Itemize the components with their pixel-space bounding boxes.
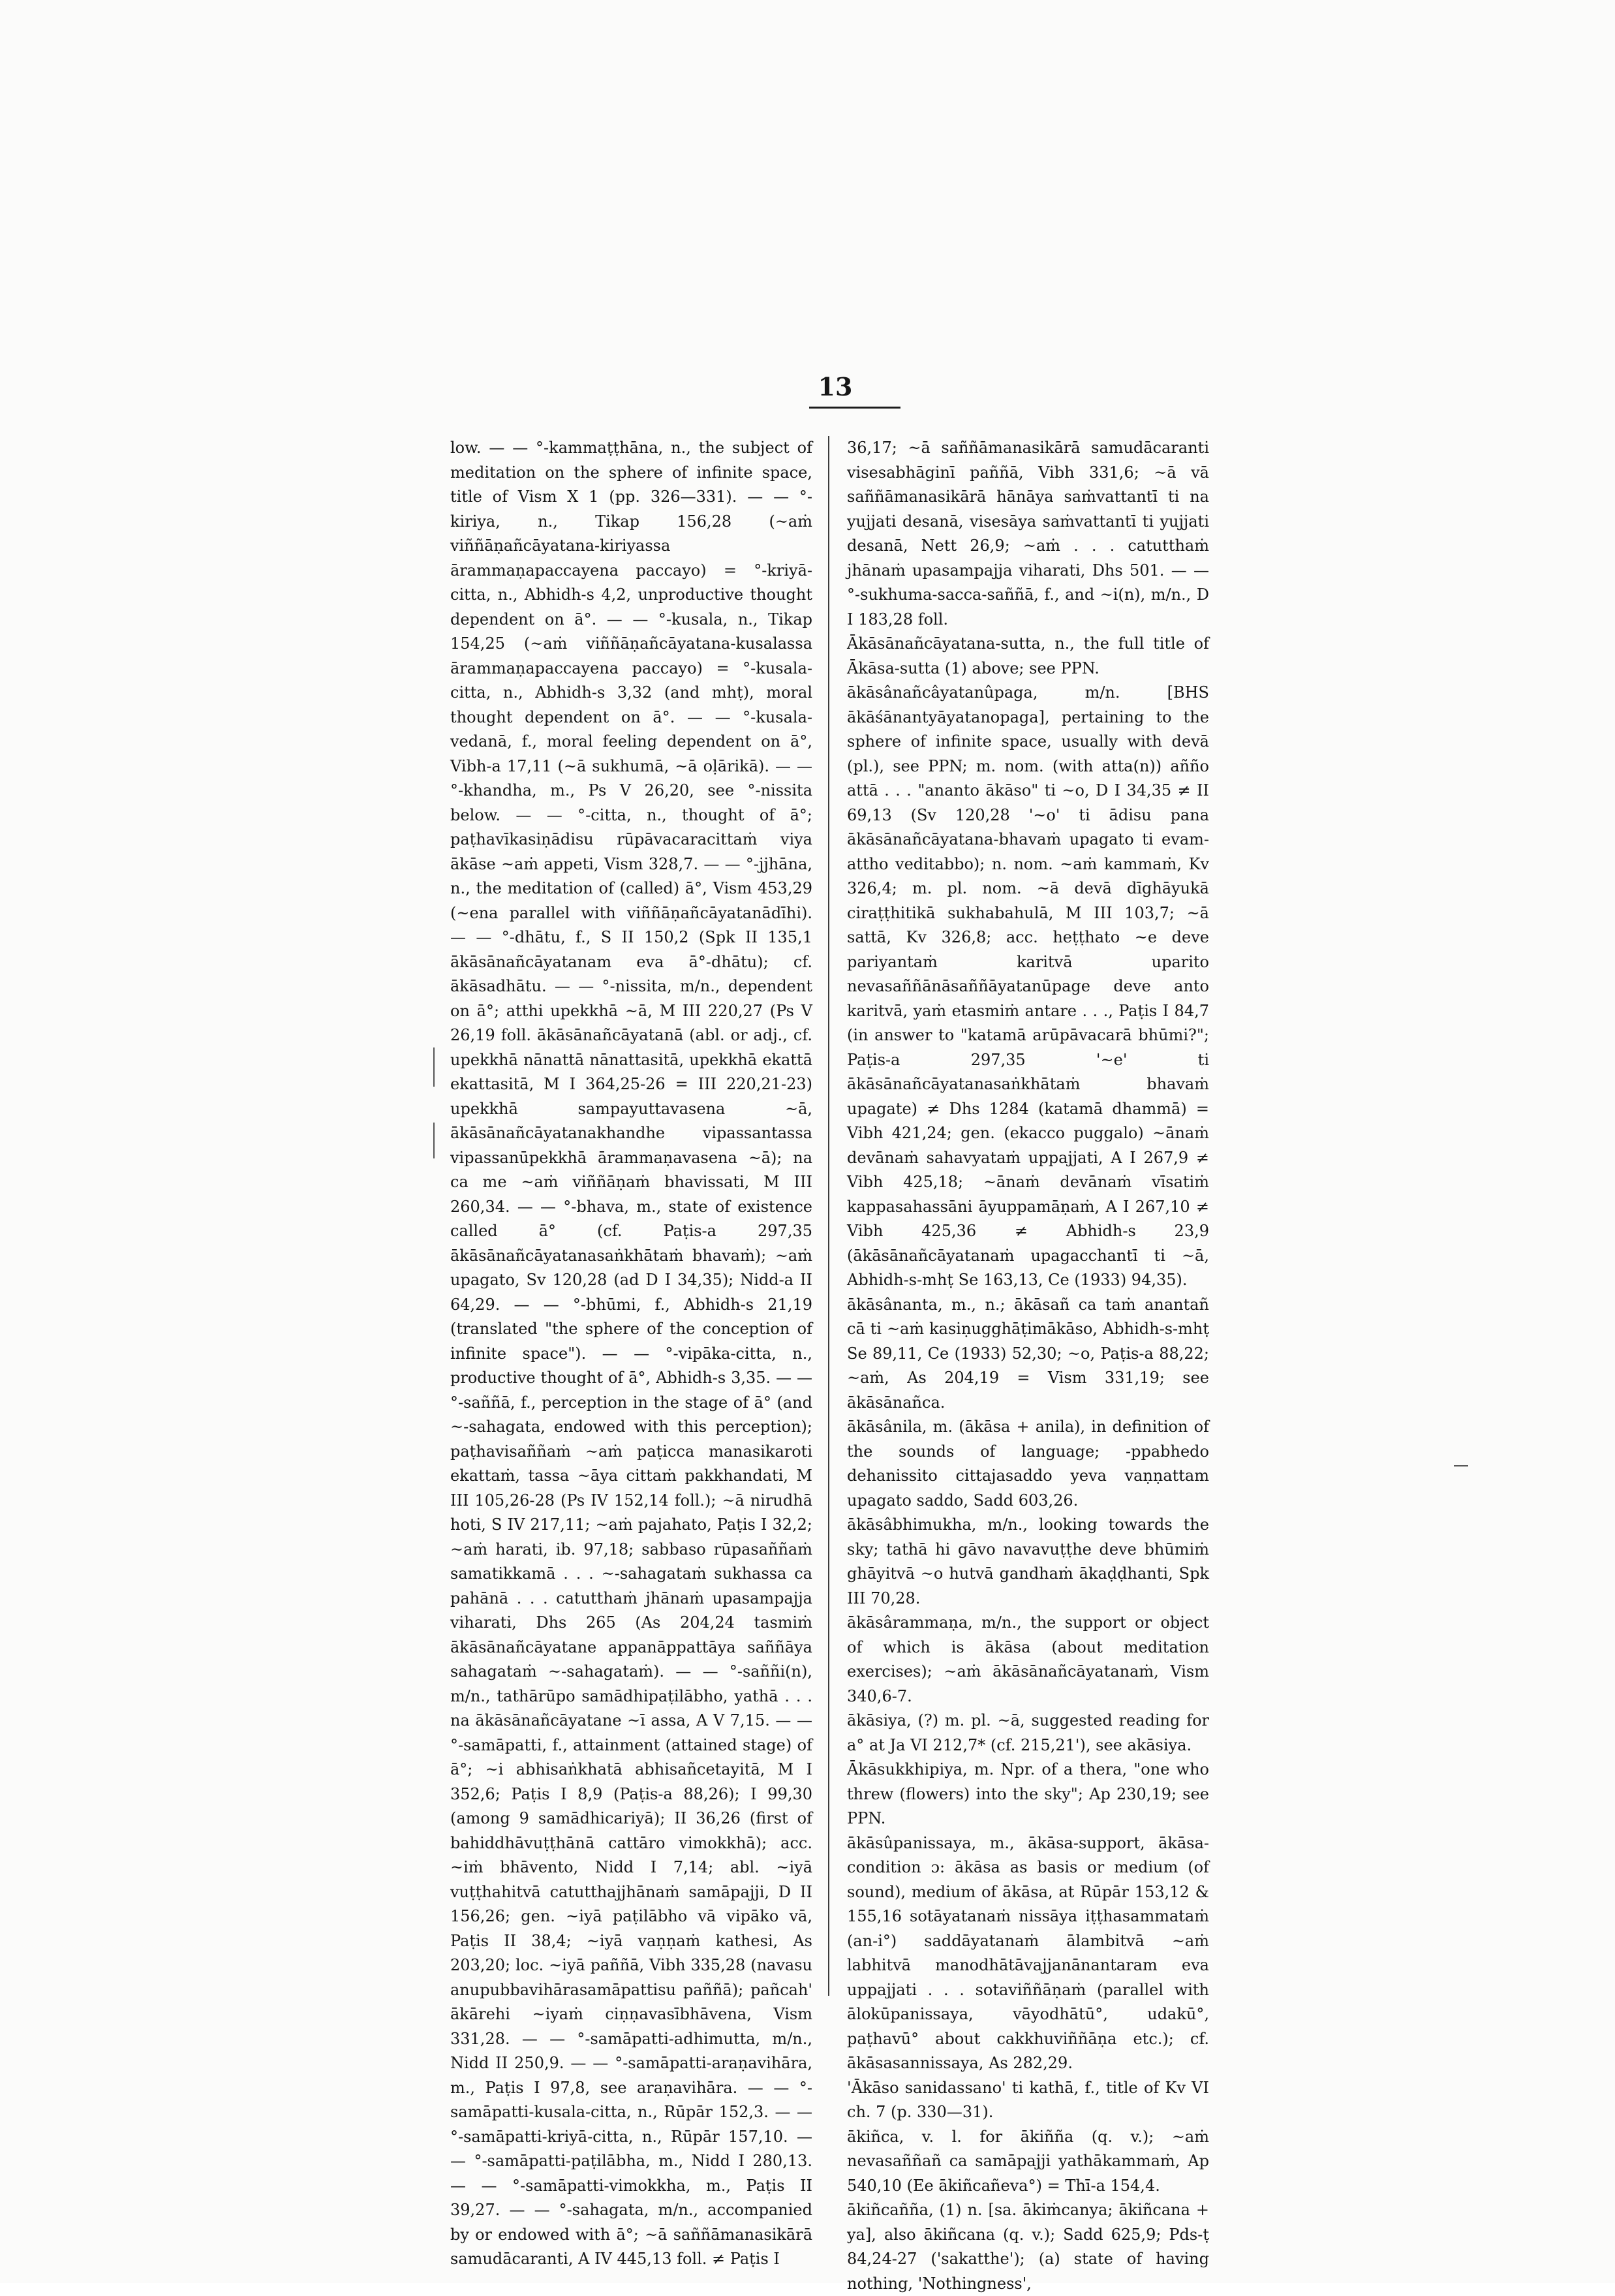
- column-divider: [828, 436, 829, 1996]
- page-number: 13: [818, 372, 853, 401]
- page-number-rule: [809, 407, 900, 409]
- entry-akasanila: ākāsânila, m. (ākāsa + anila), in definition of the sounds of language; -ppabhedo dehanissito cittajasaddo yeva vaṇṇattam upagato saddo, Sadd 603,26.: [847, 1418, 1209, 1510]
- entry-akasabhimukha: ākāsâbhimukha, m/n., looking towards the sky; tathā hi gāvo navavuṭṭhe deve bhūmiṁ ghāyitvā ~o hutvā gandhaṁ ākaḍḍhanti, Spk III 70,28.: [847, 1515, 1209, 1607]
- entry-akasarammana: ākāsârammaṇa, m/n., the support or object of which is ākāsa (about meditation exercises); ~aṁ ākāsānañcāyatanaṁ, Vism 340,6-7.: [847, 1613, 1209, 1705]
- entry-akincanna: ākiñcañña, (1) n. [sa. ākiṁcanya; ākiñcana + ya], also ākiñcana (q. v.); Sadd 625,9; Pds-ṭ 84,24-27 ('sakatthe'); (a) state of having nothing, 'Nothingness',: [847, 2201, 1209, 2293]
- entry-akasanancayatanupaga: ākāsânañcâyatanûpaga, m/n. [BHS ākāśānantyāyatanopaga], pertaining to the sphere of infinite space, usually with devā (pl.), see PPN; m. nom. (with atta(n)) añño attā . . . "ananto ākāso" ti ~o, D I 34,35 ≠ II 69,13 (Sv 120,28 '~o' ti ādisu pana ākāsānañcāyatana-bhavaṁ upagato ti evam-attho veditabbo); n. nom. ~aṁ kammaṁ, Kv 326,4; m. pl. nom. ~ā devā dīghāyukā ciraṭṭhitikā sukhabahulā, M III 103,7; ~ā sattā, Kv 326,8; acc. heṭṭhato ~e deve pariyantaṁ karitvā uparito nevasaññānāsaññāyatanūpage deve anto karitvā, yaṁ etasmiṁ antare . . ., Paṭis I 84,7 (in answer to "katamā arūpāvacarā bhūmi?"; Paṭis-a 297,35 '~e' ti ākāsānañcāyatanasaṅkhātaṁ bhavaṁ upagate) ≠ Dhs 1284 (katamā dhammā) = Vibh 421,24; gen. (ekacco puggalo) ~ānaṁ devānaṁ sahavyataṁ uppajjati, A I 267,9 ≠ Vibh 425,18; ~ānaṁ devānaṁ vīsatiṁ kappasahassāni āyuppamāṇaṁ, A I 267,10 ≠ Vibh 425,36 ≠ Abhidh-s 23,9 (ākāsānañcāyatanaṁ upagacchantī ti ~ā, Abhidh-s-mhṭ Se 163,13, Ce (1933) 94,35).: [847, 683, 1209, 1289]
- entry-akaso-sanidassano: 'Ākāso sanidassano' ti kathā, f., title of Kv VI ch. 7 (p. 330—31).: [847, 2078, 1209, 2121]
- right-column: [847, 436, 1209, 2293]
- entry-akinca: ākiñca, v. l. for ākiñña (q. v.); ~aṁ nevasaññañ ca samāpajji yathākammaṁ, Ap 540,10 (Ee ākiñcañeva°) = Thī-a 154,4.: [847, 2127, 1209, 2195]
- left-column: [450, 436, 812, 2268]
- margin-ink-mark: [1454, 1465, 1468, 1466]
- entry-akasananta: ākāsânanta, m., n.; ākāsañ ca taṁ anantañ cā ti ~aṁ kasiṇugghāṭimākāso, Abhidh-s-mhṭ Se 89,11, Ce (1933) 52,30; ~o, Paṭis-a 88,22; ~aṁ, As 204,19 = Vism 331,19; see ākāsānañca.: [847, 1295, 1209, 1412]
- margin-ink-mark: [433, 1047, 435, 1087]
- left-entry-text: low. — — °-kammaṭṭhāna, n., the subject of meditation on the sphere of infinite space, title of Vism X 1 (pp. 326—331). — — °-kiriya, n., Tikap 156,28 (~aṁ viññāṇañcāyatana-kiriyassa ārammaṇapaccayena paccayo) = °-kriyā-citta, n., Abhidh-s 4,2, unproductive thought dependent on ā°. — — °-kusala, n., Tikap 154,25 (~aṁ viññāṇañcāyatana-kusalassa ārammaṇapaccayena paccayo) = °-kusala-citta, n., Abhidh-s 3,32 (and mhṭ), moral thought dependent on ā°. — — °-kusala-vedanā, f., moral feeling dependent on ā°, Vibh-a 17,11 (~ā sukhumā, ~ā oḷārikā). — — °-khandha, m., Ps V 26,20, see °-nissita below. — — °-citta, n., thought of ā°; paṭhavīkasiṇādisu rūpāvacaracittaṁ viya ākāse ~aṁ appeti, Vism 328,7. — — °-jjhāna, n., the meditation of (called) ā°, Vism 453,29 (~ena parallel with viññāṇañcāyatanādīhi). — — °-dhātu, f., S II 150,2 (Spk II 135,1 ākāsānañcāyatanam eva ā°-dhātu); cf. ākāsadhātu. — — °-nissita, m/n., dependent on ā°; atthi upekkhā ~ā, M III 220,27 (Ps V 26,19 foll. ākāsānañcāyatanā (abl. or adj., cf. upekkhā nānattā nānattasitā, upekkhā ekattā ekattasitā, M I 364,25-26 = III 220,21-23) upekkhā sampayuttavasena ~ā, ākāsānañcāyatanakhandhe vipassantassa vipassanūpekkhā ārammaṇavasena ~ā); na ca me ~aṁ viññāṇaṁ bhavissati, M III 260,34. — — °-bhava, m., state of existence called ā° (cf. Paṭis-a 297,35 ākāsānañcāyatanasaṅkhātaṁ bhavaṁ); ~aṁ upagato, Sv 120,28 (ad D I 34,35); Nidd-a II 64,29. — — °-bhūmi, f., Abhidh-s 21,19 (translated "the sphere of the conception of infinite space"). — — °-vipāka-citta, n., productive thought of ā°, Abhidh-s 3,35. — — °-saññā, f., perception in the stage of ā° (and ~-sahagata, endowed with this perception); paṭhavisaññaṁ ~aṁ paṭicca manasikaroti ekattaṁ, tassa ~āya cittaṁ pakkhandati, M III 105,26-28 (Ps IV 152,14 foll.); ~ā nirudhā hoti, S IV 217,11; ~aṁ pajahato, Paṭis I 32,2; ~aṁ harati, ib. 97,18; sabbaso rūpasaññaṁ samatikkamā . . . ~-sahagataṁ sukhassa ca pahānā . . . catutthaṁ jhānaṁ upasampajja viharati, Dhs 265 (As 204,24 tasmiṁ ākāsānañcāyatane appanāppattāya saññāya sahagataṁ ~-sahagataṁ). — — °-saññi(n), m/n., tathārūpo samādhipaṭilābho, yathā . . . na ākāsānañcāyatane ~ī assa, A V 7,15. — — °-samāpatti, f., attainment (attained stage) of ā°; ~i abhisaṅkhatā abhisañcetayitā, M I 352,6; Paṭis I 8,9 (Paṭis-a 88,26); I 99,30 (among 9 samādhicariyā); II 36,26 (first of bahiddhāvuṭṭhānā cattāro vimokkhā); acc. ~iṁ bhāvento, Nidd I 7,14; abl. ~iyā vuṭṭhahitvā catutthajjhānaṁ samāpajji, D II 156,26; gen. ~iyā paṭilābho vā vipāko vā, Paṭis II 38,4; ~iyā vaṇṇaṁ kathesi, As 203,20; loc. ~iyā paññā, Vibh 335,28 (navasu anupubbavihārasamāpattisu paññā); pañcah' ākārehi ~iyaṁ ciṇṇavasībhāvena, Vism 331,28. — — °-samāpatti-adhimutta, m/n., Nidd II 250,9. — — °-samāpatti-araṇavihāra, m., Paṭis I 97,8, see araṇavihāra. — — °-samāpatti-kusala-citta, n., Rūpār 152,3. — — °-samāpatti-kriyā-citta, n., Rūpār 157,10. — — °-samāpatti-paṭilābha, m., Nidd I 280,13. — — °-samāpatti-vimokkha, m., Paṭis II 39,27. — — °-sahagata, m/n., accompanied by or endowed with ā°; ~ā saññāmanasikārā samudācaranti, A IV 445,13 foll. ≠ Paṭis I: [450, 439, 812, 2268]
- margin-ink-mark: [433, 1123, 435, 1158]
- entry-akasanancayatana-sutta: Ākāsānañcāyatana-sutta, n., the full title of Ākāsa-sutta (1) above; see PPN.: [847, 634, 1209, 677]
- entry-akasupanissaya: ākāsûpanissaya, m., ākāsa-support, ākāsa-condition ɔ: ākāsa as basis or medium (of sound), medium of ākāsa, at Rūpār 153,12 & 155,16 sotāyatanaṁ nissāya iṭṭhasammataṁ (an-i°) saddāyatanaṁ ālambitvā ~aṁ labhitvā manodhātāvajjanānantaram eva uppajjati . . . sotaviññāṇaṁ (parallel with ālokūpanissaya, vāyodhātū°, udakū°, paṭhavū° about cakkhuviññāṇa etc.); cf. ākāsasannissaya, As 282,29.: [847, 1833, 1209, 2072]
- entry-sukhuma-continuation: 36,17; ~ā saññāmanasikārā samudācaranti visesabhāginī paññā, Vibh 331,6; ~ā vā saññāmanasikārā hānāya saṁvattantī ti na yujjati desanā, visesāya saṁvattantī ti yujjati desanā, Nett 26,9; ~aṁ . . . catutthaṁ jhānaṁ upasampajja viharati, Dhs 501. — — °-sukhuma-sacca-saññā, f., and ~i(n), m/n., D I 183,28 foll.: [847, 439, 1209, 628]
- entry-akasukkhipiya: Ākāsukkhipiya, m. Npr. of a thera, "one who threw (flowers) into the sky"; Ap 230,19; see PPN.: [847, 1760, 1209, 1827]
- entry-akasiya: ākāsiya, (?) m. pl. ~ā, suggested reading for a° at Ja VI 212,7* (cf. 215,21'), see akāsiya.: [847, 1711, 1209, 1754]
